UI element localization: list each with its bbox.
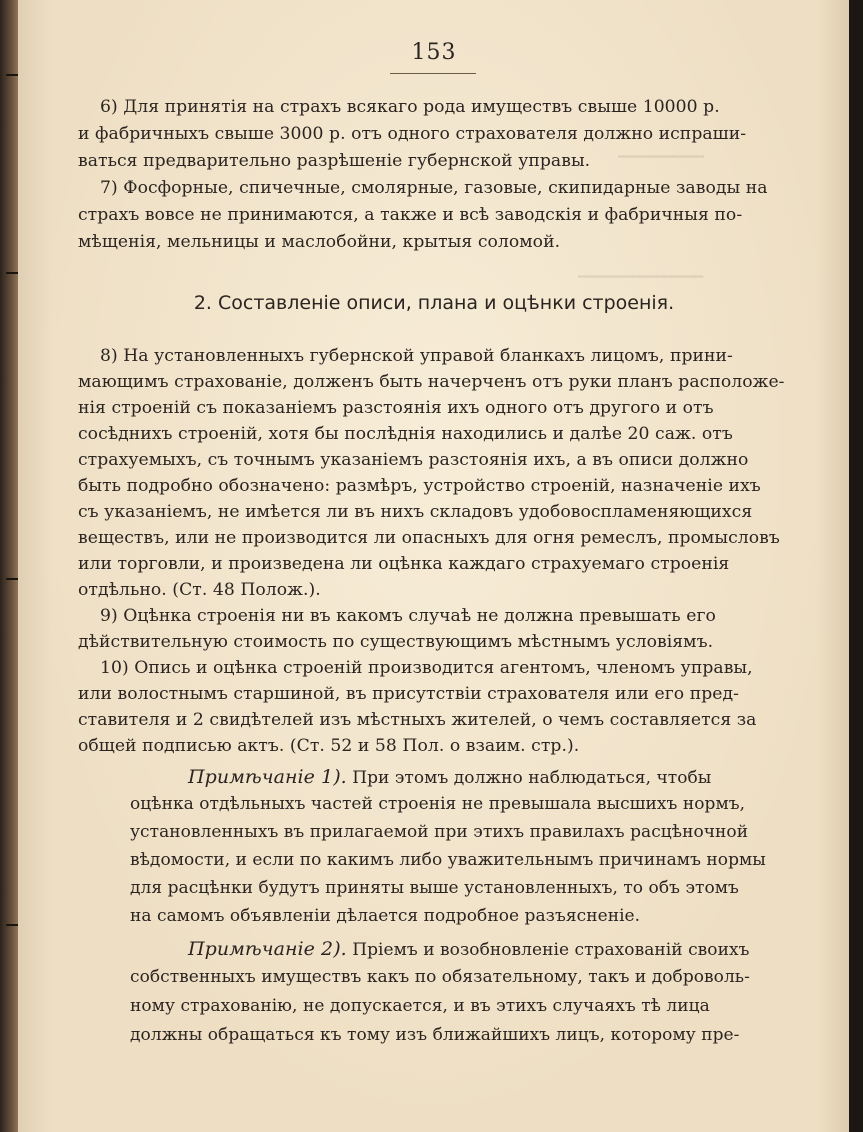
bleed-through: ━━━━━━━━━━━ (618, 150, 705, 165)
text-line: отдѣльно. (Ст. 48 Полож.). (78, 580, 321, 600)
page-number: 153 (411, 40, 457, 65)
text-line: общей подписью актъ. (Ст. 52 и 58 Пол. о взаим. стр.). (78, 736, 580, 756)
text-line: 10) Опись и оцѣнка строеній производится агентомъ, членомъ управы, (100, 658, 753, 678)
page-number-underline (390, 73, 476, 74)
text-line: ному страхованію, не допускается, и въ этихъ случаяхъ тѣ лица (130, 996, 710, 1016)
text-line: нія строеній съ показаніемъ разстоянія ихъ одного отъ другого и отъ (78, 398, 714, 418)
text-line: мающимъ страхованіе, долженъ быть начерченъ отъ руки планъ расположе- (78, 372, 785, 392)
text-line: сосѣднихъ строеній, хотя бы послѣднія находились и далѣе 20 саж. отъ (78, 424, 733, 444)
text-line: быть подробно обозначено: размѣръ, устройство строеній, назначеніе ихъ (78, 476, 761, 496)
text-line: страхъ вовсе не принимаются, а также и всѣ заводскія и фабричныя по- (78, 205, 743, 225)
bleed-through: ━━━━━━━━━━━━━━━━ (578, 270, 704, 285)
book-page (18, 0, 850, 1132)
section-heading: 2. Составленіе описи, плана и оцѣнки строенія. (193, 292, 675, 314)
text-line: установленныхъ въ прилагаемой при этихъ правилахъ расцѣночной (130, 822, 749, 842)
text-line: страхуемыхъ, съ точнымъ указаніемъ разстоянія ихъ, а въ описи должно (78, 450, 749, 470)
note-2-text: Пріемъ и возобновленіе страхованій своихъ (352, 940, 750, 960)
text-line: или торговли, и произведена ли оцѣнка каждаго страхуемаго строенія (78, 554, 730, 574)
note-1-label: Примѣчаніе 1). (188, 766, 347, 788)
text-line: для расцѣнки будутъ приняты выше установленныхъ, то объ этомъ (130, 878, 739, 898)
note-2-first-line (188, 938, 850, 960)
text-line: мѣщенія, мельницы и маслобойни, крытыя соломой. (78, 232, 561, 252)
text-line: 6) Для принятія на страхъ всякаго рода имуществъ свыше 10000 р. (100, 97, 720, 117)
text-line: должны обращаться къ тому изъ ближайшихъ лицъ, которому пре- (130, 1025, 740, 1045)
text-line: 8) На установленныхъ губернской управой бланкахъ лицомъ, прини- (100, 346, 733, 366)
text-line: вѣдомости, и если по какимъ либо уважительнымъ причинамъ нормы (130, 850, 766, 870)
text-line: дѣйствительную стоимость по существующимъ мѣстнымъ условіямъ. (78, 632, 714, 652)
text-line: 7) Фосфорные, спичечные, смолярные, газовые, скипидарные заводы на (100, 178, 768, 198)
note-2-label: Примѣчаніе 2). (188, 938, 347, 960)
text-line: ваться предварительно разрѣшеніе губернской управы. (78, 151, 591, 171)
text-line: оцѣнка отдѣльныхъ частей строенія не превышала высшихъ нормъ, (130, 794, 746, 814)
text-line: ставителя и 2 свидѣтелей изъ мѣстныхъ жителей, о чемъ составляется за (78, 710, 757, 730)
text-line: собственныхъ имуществъ какъ по обязательному, такъ и доброволь- (130, 967, 750, 987)
page-edge-shadow (849, 0, 863, 1132)
text-line: веществъ, или не производится ли опасныхъ для огня ремеслъ, промысловъ (78, 528, 780, 548)
text-line: 9) Оцѣнка строенія ни въ какомъ случаѣ не должна превышать его (100, 606, 716, 626)
text-line: съ указаніемъ, не имѣется ли въ нихъ складовъ удобовоспламеняющихся (78, 502, 753, 522)
note-1-first-line (188, 766, 850, 788)
text-line: на самомъ объявленіи дѣлается подробное разъясненіе. (130, 906, 641, 926)
text-line: или волостнымъ старшиной, въ присутствіи страхователя или его пред- (78, 684, 739, 704)
note-1-text: При этомъ должно наблюдаться, чтобы (352, 768, 712, 788)
text-line: и фабричныхъ свыше 3000 р. отъ одного страхователя должно испраши- (78, 124, 747, 144)
